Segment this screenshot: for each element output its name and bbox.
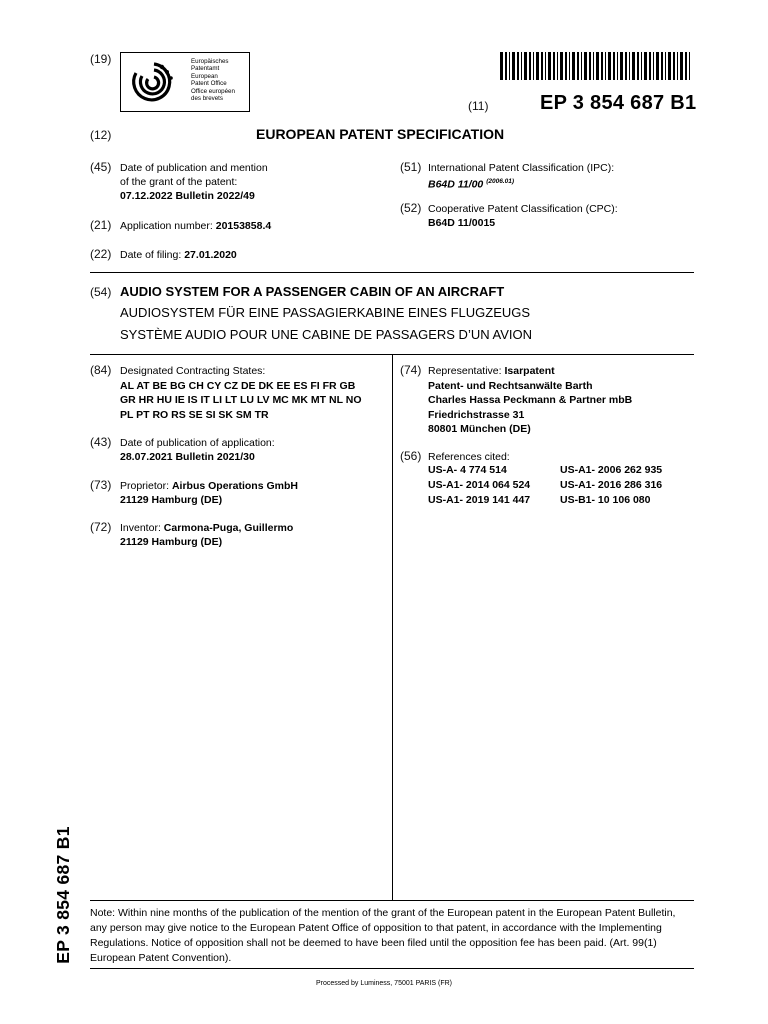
references-list: [428, 463, 662, 508]
ipc-version: (2006.01): [486, 178, 515, 185]
inid-22: (22): [90, 247, 112, 261]
inid-45: (45): [90, 160, 112, 174]
inid-73: (73): [90, 478, 112, 492]
opposition-note: Note: Within nine months of the publication of the mention of the grant of the European patent in the European Patent Bulletin, any person may give notice to the European Patent Office of opposition to that patent, in accordance with the Implementing Regulations. Notice of opposition shall not be deemed to have been filed until the opposition fee has been paid. (Art. 99(1) European Patent Convention).: [90, 907, 676, 964]
inid-12: (12): [90, 128, 112, 142]
barcode: [500, 52, 694, 80]
proprietor-address: 21129 Hamburg (DE): [120, 494, 223, 506]
inventor-address: 21129 Hamburg (DE): [120, 536, 223, 548]
reference: US-A1- 2019 141 447: [428, 494, 531, 506]
reference: US-A- 4 774 514: [428, 464, 507, 476]
cpc-value: B64D 11/0015: [428, 217, 496, 229]
filing-date: Date of filing: 27.01.2020: [120, 249, 237, 261]
proprietor-name: Airbus Operations GmbH: [171, 480, 298, 492]
cpc-block: Cooperative Patent Classification (CPC): B64D 11/0015: [428, 203, 618, 229]
states-line: PL PT RO RS SE SI SK SM TR: [120, 408, 269, 421]
divider-top: [90, 272, 694, 273]
application-publication: Date of publication of application: 28.07.2021 Bulletin 2021/30: [120, 437, 275, 463]
sidebar-publication-number: EP 3 854 687 B1: [53, 826, 73, 964]
filing-date-value: 27.01.2020: [184, 249, 237, 261]
ipc-block: International Patent Classification (IPC): B64D 11/00 $^{(2006.01)}$: [428, 162, 615, 191]
reference-row: [428, 478, 662, 493]
application-publication-value: 28.07.2021 Bulletin 2021/30: [120, 451, 255, 463]
designated-states: Designated Contracting States: AL AT BE BG CH CY CZ DE DK EE ES FI FR GB GR HR HU IE IS IT LI LT LU LV MC MK MT NL NO PL PT RO RS SE SI SK SM TR: [120, 365, 362, 421]
inid-72: (72): [90, 520, 112, 534]
epo-office-names: Europäisches Patentamt European Patent Office Office européen des brevets: [191, 58, 235, 103]
application-number-value: 20153858.4: [215, 220, 272, 232]
grant-date-value: 07.12.2022 Bulletin 2022/49: [120, 190, 255, 202]
inventor-name: Carmona-Puga, Guillermo: [163, 522, 294, 534]
inid-21: (21): [90, 218, 112, 232]
states-line: GR HR HU IE IS IT LI LT LU LV MC MK MT NL NO: [120, 394, 362, 406]
references-label: References cited:: [428, 451, 510, 463]
divider-bottom: [90, 968, 694, 969]
inid-52: (52): [400, 201, 422, 215]
inid-19: (19): [90, 52, 112, 66]
reference-row: [428, 493, 662, 508]
proprietor: Proprietor: Airbus Operations GmbH 21129 Hamburg (DE): [120, 480, 298, 506]
reference: US-A1- 2006 262 935: [560, 464, 663, 476]
title-english: AUDIO SYSTEM FOR A PASSENGER CABIN OF AN AIRCRAFT: [120, 284, 505, 299]
ipc-value: B64D 11/00: [428, 178, 484, 191]
application-number: Application number: 20153858.4: [120, 220, 272, 232]
representative-name: Isarpatent: [504, 365, 555, 377]
representative: Representative: Isarpatent Patent- und Rechtsanwälte Barth Charles Hassa Peckmann & Partner mbB Friedrichstrasse 31 80801 München (DE): [428, 365, 633, 435]
epo-logo-icon: [127, 58, 179, 106]
reference-row: [428, 463, 662, 478]
inid-11: (11): [468, 99, 489, 113]
column-divider: [392, 354, 393, 900]
title-french: SYSTÈME AUDIO POUR UNE CABINE DE PASSAGERS D’UN AVION: [120, 327, 532, 342]
inid-43: (43): [90, 435, 112, 449]
printer-footer: Processed by Luminess, 75001 PARIS (FR): [315, 980, 453, 987]
inid-84: (84): [90, 363, 112, 377]
divider-note: [90, 900, 694, 901]
reference: US-B1- 10 106 080: [560, 494, 651, 506]
epo-logo: [120, 52, 250, 112]
inid-56: (56): [400, 449, 422, 463]
publication-number: EP 3 854 687 B1: [540, 92, 697, 114]
inid-74: (74): [400, 363, 422, 377]
document-type: EUROPEAN PATENT SPECIFICATION: [256, 126, 505, 142]
inid-54: (54): [90, 285, 112, 299]
title-german: AUDIOSYSTEM FÜR EINE PASSAGIERKABINE EINES FLUGZEUGS: [120, 305, 531, 320]
inid-51: (51): [400, 160, 422, 174]
reference: US-A1- 2014 064 524: [428, 479, 531, 491]
grant-date-label: Date of publication and mention of the grant of the patent: 07.12.2022 Bulletin 2022/49: [120, 162, 268, 202]
inventor: Inventor: Carmona-Puga, Guillermo 21129 Hamburg (DE): [120, 522, 294, 548]
reference: US-A1- 2016 286 316: [560, 479, 663, 491]
states-line: AL AT BE BG CH CY CZ DE DK EE ES FI FR GB: [120, 379, 356, 392]
